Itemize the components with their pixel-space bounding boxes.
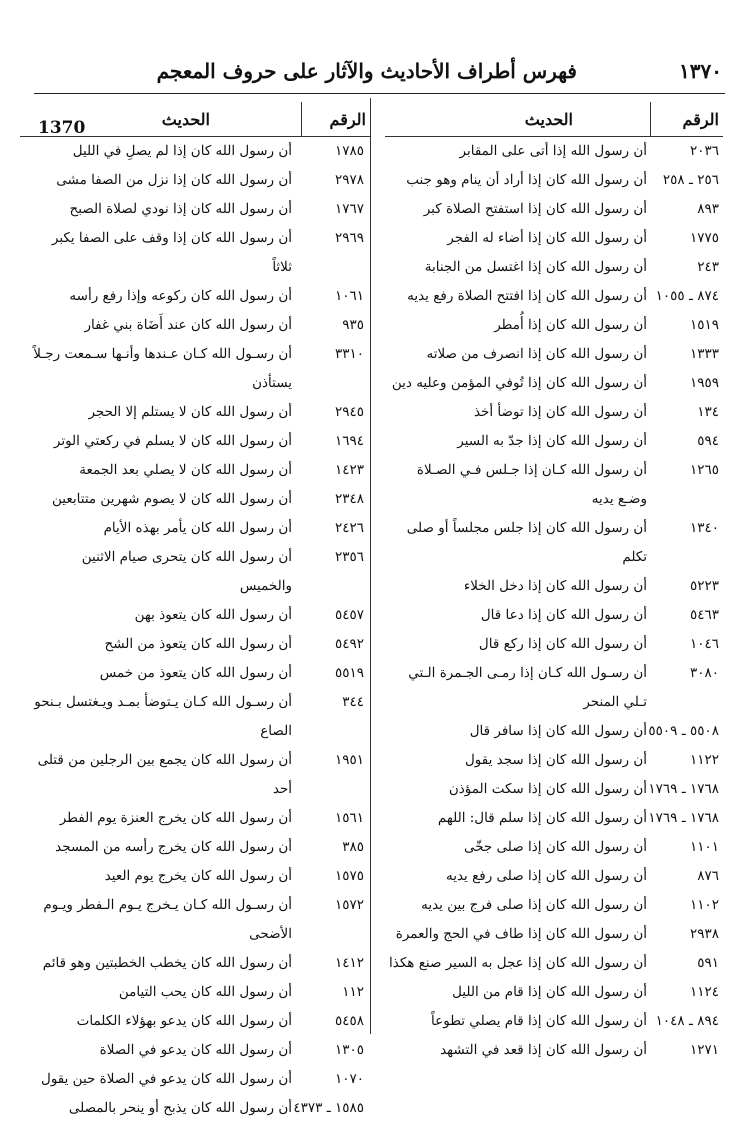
number-column-header: الرقم [682, 110, 719, 129]
text-column-header: الحديث [161, 110, 210, 129]
index-entry [20, 398, 370, 427]
entry-hadith-text: أن رسول الله كان لا يصلي بعد الجمعة [79, 462, 292, 478]
index-entry [20, 891, 370, 949]
entry-hadith-text: أن رسول الله كان يذبح أو ينحر بالمصلى [68, 1100, 292, 1116]
index-entry [385, 282, 723, 311]
entry-hadith-text: أن رسول الله كان إذا صلى فرج بين يديه [421, 897, 647, 913]
header-separator [301, 102, 302, 136]
index-entry [20, 195, 370, 224]
entry-hadith-text: أن رسول الله كان إذا صلى رفع يديه [445, 868, 647, 884]
entry-hadith-text: أن رسول الله كان يتعوذ من الشح [104, 636, 292, 652]
index-entry [385, 775, 723, 804]
entry-number: ١١٢٤ [689, 984, 719, 1000]
index-entry [20, 601, 370, 630]
header-rule [34, 93, 725, 94]
index-entry [20, 1036, 370, 1065]
index-entry [20, 340, 370, 398]
index-entry [385, 340, 723, 369]
entry-hadith-text: أن رسول الله كان إذا دخل الخلاء [463, 578, 647, 594]
index-entry [20, 485, 370, 514]
header-separator [650, 102, 651, 136]
entry-hadith-text: أن رسول الله كان إذا جدّ به السير [457, 433, 647, 449]
entry-number: ١١٢ [342, 984, 364, 1000]
entry-hadith-text: أن رسول الله كان يخرج العنزة يوم الفطر [59, 810, 292, 826]
entry-hadith-text: أن رسول الله كان عند أَضَاة بني غفار [84, 317, 292, 333]
index-entry [20, 804, 370, 833]
entry-hadith-text: أن رسول الله كان إذا وقف على الصفا يكبر ثلاثاً [51, 230, 292, 275]
entry-number: ٢٩٣٨ [689, 926, 719, 942]
entry-number: ١٧٨٥ [334, 143, 364, 159]
entry-hadith-text: أن رسول الله كان لا يسلم في ركعتي الوتر [53, 433, 292, 449]
entry-number: ١٧٦٧ [334, 201, 364, 217]
entry-number: ١٠٦١ [334, 288, 364, 304]
index-entry [20, 659, 370, 688]
index-entry [20, 1065, 370, 1094]
entry-number: ١٩٥٩ [689, 375, 719, 391]
index-entry [385, 514, 723, 572]
entry-hadith-text: أن رسول الله كان يدعو في الصلاة حين يقول [41, 1071, 292, 1087]
right-column [385, 98, 723, 1065]
index-entry [385, 920, 723, 949]
index-entry [385, 253, 723, 282]
entry-number: ٨٩٣ [697, 201, 719, 217]
index-entry [385, 195, 723, 224]
entry-hadith-text: أن رسول الله كان إذا قام يصلي تطوعاً [431, 1013, 647, 1029]
number-column-header: الرقم [329, 110, 366, 129]
entry-number: ١٥٧٥ [334, 868, 364, 884]
index-entry [20, 978, 370, 1007]
entry-hadith-text: أن رسول الله كـان إذا جـلس فـي الصـلاة وضـع يديه [416, 462, 647, 507]
index-entry [385, 1036, 723, 1065]
entry-number: ٥٤٩٢ [334, 636, 364, 652]
index-entry [20, 514, 370, 543]
entry-hadith-text: أن رسول الله كان إذا سلم قال: اللهم [437, 810, 647, 826]
entry-number: ٥٤٥٨ [334, 1013, 364, 1029]
entry-number: ٢٩٧٨ [334, 172, 364, 188]
entry-hadith-text: أن رسول الله كان إذا ركع قال [478, 636, 647, 652]
index-entry [385, 862, 723, 891]
entry-hadith-text: أن رسول الله كان يتحرى صيام الاثنين والخميس [81, 549, 292, 594]
text-column-header: الحديث [524, 110, 573, 129]
entry-hadith-text: أن رسول الله كان يخطب الخطبتين وهو قائم [42, 955, 292, 971]
index-entry [385, 978, 723, 1007]
entry-number: ٢٥٦ ـ ٢٥٨ [662, 172, 719, 188]
index-entry [20, 630, 370, 659]
entry-hadith-text: أن رسول الله كان يخرج رأسه من المسجد [55, 839, 292, 855]
entry-number: ١٥٨٥ ـ ٤٣٧٣ [293, 1100, 364, 1116]
entry-number: ١٣٤ [697, 404, 719, 420]
entry-number: ١٢٧١ [689, 1042, 719, 1058]
entry-number: ٣٠٨٠ [689, 665, 719, 681]
entry-hadith-text: أن رسول الله كان إذا قام من الليل [452, 984, 647, 1000]
entry-hadith-text: أن رسول الله كان إذا استفتح الصلاة كبر [423, 201, 647, 217]
entry-number: ١٣٤٠ [689, 520, 719, 536]
entry-hadith-text: أن رسـول الله كـان إذا رمـى الجـمرة الـتي تـلي المنحر [408, 665, 647, 710]
entry-number: ٣٣١٠ [334, 346, 364, 362]
entry-number: ١١٠١ [689, 839, 719, 855]
entry-hadith-text: أن رسول الله كان يجمع بين الرجلين من قتلى أحد [37, 752, 292, 797]
entry-hadith-text: أن رسول الله كان إذا صلى جخّى [463, 839, 647, 855]
entry-hadith-text: أن رسول الله كان لا يستلم إلا الحجر [88, 404, 292, 420]
entry-hadith-text: أن رسول الله كان إذا جلس مجلساً أو صلى تكلم [406, 520, 647, 565]
entry-hadith-text: أن رسول الله كان يتعوذ بهن [134, 607, 292, 623]
entry-hadith-text: أن رسول الله كان يخرج يوم العيد [104, 868, 292, 884]
entry-hadith-text: أن رسول الله كان إذا قعد في التشهد [440, 1042, 647, 1058]
index-entry [20, 224, 370, 282]
entry-number: ٢٤٣ [697, 259, 719, 275]
entry-number: ٥٥١٩ [334, 665, 364, 681]
entry-number: ١٠٤٦ [689, 636, 719, 652]
entry-hadith-text: أن رسول الله كان إذا لم يصلِ في الليل [72, 143, 292, 159]
index-entry [20, 862, 370, 891]
column-header [20, 98, 370, 137]
index-entry [385, 746, 723, 775]
entry-number: ٥٥٠٨ ـ ٥٥٠٩ [648, 723, 719, 739]
entry-number: ٢٠٣٦ [689, 143, 719, 159]
entry-hadith-text: أن رسـول الله كـان يـتوضأ بمـد ويـغتسل بـنحو الصاع [34, 694, 292, 739]
entry-hadith-text: أن رسول الله كان إذا سافر قال [469, 723, 647, 739]
entry-number: ٢٣٤٨ [334, 491, 364, 507]
entry-number: ١٠٧٠ [334, 1071, 364, 1087]
entry-hadith-text: أن رسول الله كان إذا تُوفي المؤمن وعليه دين [391, 375, 647, 391]
entry-hadith-text: أن رسـول الله كـان عـندها وأنـها سـمعت رجـلاً يستأذن [33, 346, 292, 391]
index-entry [385, 804, 723, 833]
index-entry [20, 311, 370, 340]
index-entry [385, 601, 723, 630]
entry-hadith-text: أن رسول الله كان إذا أُمطر [494, 317, 647, 333]
index-entry [385, 891, 723, 920]
index-entry [385, 369, 723, 398]
left-column [20, 98, 371, 1116]
index-entry [385, 311, 723, 340]
index-entry [385, 1007, 723, 1036]
index-entry [385, 949, 723, 978]
entry-number: ١١٠٢ [689, 897, 719, 913]
index-entry [20, 949, 370, 978]
index-entry [20, 688, 370, 746]
entry-hadith-text: أن رسول الله كان إذا دعا قال [480, 607, 647, 623]
index-entry [20, 137, 370, 166]
index-entry [385, 572, 723, 601]
entry-number: ١١٢٢ [689, 752, 719, 768]
entry-number: ١٣٠٥ [334, 1042, 364, 1058]
entry-hadith-text: أن رسول الله كان إذا انصرف من صلاته [426, 346, 647, 362]
index-entry [385, 427, 723, 456]
entry-hadith-text: أن رسـول الله كـان يـخرج يـوم الـفطر ويـوم الأضحى [43, 897, 292, 942]
entry-number: ٢٩٤٥ [334, 404, 364, 420]
entry-number: ٥٩٤ [697, 433, 719, 449]
entry-number: ٩٣٥ [342, 317, 364, 333]
entry-number: ٥٤٥٧ [334, 607, 364, 623]
index-entry [385, 456, 723, 514]
entry-hadith-text: أن رسول الله كان يحب التيامن [118, 984, 292, 1000]
page-number-arabic: ١٣٧٠ [679, 59, 722, 83]
index-entry [20, 1094, 370, 1123]
entry-hadith-text: أن رسول الله كان يدعو بهؤلاء الكلمات [76, 1013, 292, 1029]
entry-number: ١٧٧٥ [689, 230, 719, 246]
entry-number: ١٢٦٥ [689, 462, 719, 478]
entry-number: ١٤١٢ [334, 955, 364, 971]
page-number-latin: 1370 [38, 118, 86, 138]
entry-number: ١٧٦٨ ـ ١٧٦٩ [648, 781, 719, 797]
index-entry [20, 282, 370, 311]
entry-hadith-text: أن رسول الله كان إذا افتتح الصلاة رفع يديه [407, 288, 647, 304]
entry-hadith-text: أن رسول الله كان إذا عجل به السير صنع هكذا [389, 955, 647, 971]
entry-hadith-text: أن رسول الله كان إذا سجد يقول [464, 752, 647, 768]
entry-hadith-text: أن رسول الله كان إذا توضأ أخذ [473, 404, 647, 420]
entry-hadith-text: أن رسول الله كان يتعوذ من خمس [99, 665, 292, 681]
entry-hadith-text: أن رسول الله كان يأمر بهذه الأيام [103, 520, 292, 536]
entry-number: ١٧٦٨ ـ ١٧٦٩ [648, 810, 719, 826]
entry-number: ١٩٥١ [334, 752, 364, 768]
entry-hadith-text: أن رسول الله كان يدعو في الصلاة [99, 1042, 292, 1058]
index-entry [385, 659, 723, 717]
entry-number: ٢٩٦٩ [334, 230, 364, 246]
entry-hadith-text: أن رسول الله كان إذا سكت المؤذن [448, 781, 647, 797]
index-entry [20, 1007, 370, 1036]
entry-number: ٢٤٢٦ [334, 520, 364, 536]
entry-number: ١٥٦١ [334, 810, 364, 826]
index-entry [385, 137, 723, 166]
entry-hadith-text: أن رسول الله كان إذا طاف في الحج والعمرة [395, 926, 647, 942]
entry-hadith-text: أن رسول الله كان إذا أراد أن ينام وهو جنب [406, 172, 647, 188]
index-entry [385, 833, 723, 862]
entry-number: ٨٧٦ [697, 868, 719, 884]
entry-hadith-text: أن رسول الله كان ركوعه وإذا رفع رأسه [69, 288, 292, 304]
entry-number: ٨٩٤ ـ ١٠٤٨ [655, 1013, 719, 1029]
index-entry [385, 717, 723, 746]
entry-number: ١٥٧٢ [334, 897, 364, 913]
index-entry [385, 224, 723, 253]
entry-hadith-text: أن رسول الله كان لا يصوم شهرين متتابعين [52, 491, 292, 507]
entry-number: ١٦٩٤ [334, 433, 364, 449]
entry-number: ٣٤٤ [342, 694, 364, 710]
entry-number: ٥٤٦٣ [689, 607, 719, 623]
column-header [385, 98, 723, 137]
entry-hadith-text: أن رسول الله إذا أتى على المقابر [459, 143, 647, 159]
index-entry [20, 456, 370, 485]
entry-number: ١٥١٩ [689, 317, 719, 333]
index-entry [20, 166, 370, 195]
index-entry [20, 746, 370, 804]
index-entry [385, 398, 723, 427]
left-column-rows [20, 137, 370, 1123]
entry-number: ٢٣٥٦ [334, 549, 364, 565]
index-entry [20, 833, 370, 862]
entry-number: ٥٩١ [697, 955, 719, 971]
entry-number: ١٤٢٣ [334, 462, 364, 478]
page-title: فهرس أطراف الأحاديث والآثار على حروف المعجم [156, 59, 577, 83]
right-column-rows [385, 137, 723, 1065]
entry-hadith-text: أن رسول الله كان إذا أضاء له الفجر [447, 230, 647, 246]
entry-hadith-text: أن رسول الله كان إذا نزل من الصفا مشى [56, 172, 292, 188]
index-entry [385, 630, 723, 659]
entry-hadith-text: أن رسول الله كان إذا نودي لصلاة الصبح [69, 201, 292, 217]
entry-number: ٥٢٢٣ [689, 578, 719, 594]
entry-number: ٣٨٥ [342, 839, 364, 855]
index-entry [20, 543, 370, 601]
entry-hadith-text: أن رسول الله كان إذا اغتسل من الجنابة [424, 259, 647, 275]
entry-number: ١٣٣٣ [689, 346, 719, 362]
index-entry [385, 166, 723, 195]
index-entry [20, 427, 370, 456]
entry-number: ٨٧٤ ـ ١٠٥٥ [655, 288, 719, 304]
